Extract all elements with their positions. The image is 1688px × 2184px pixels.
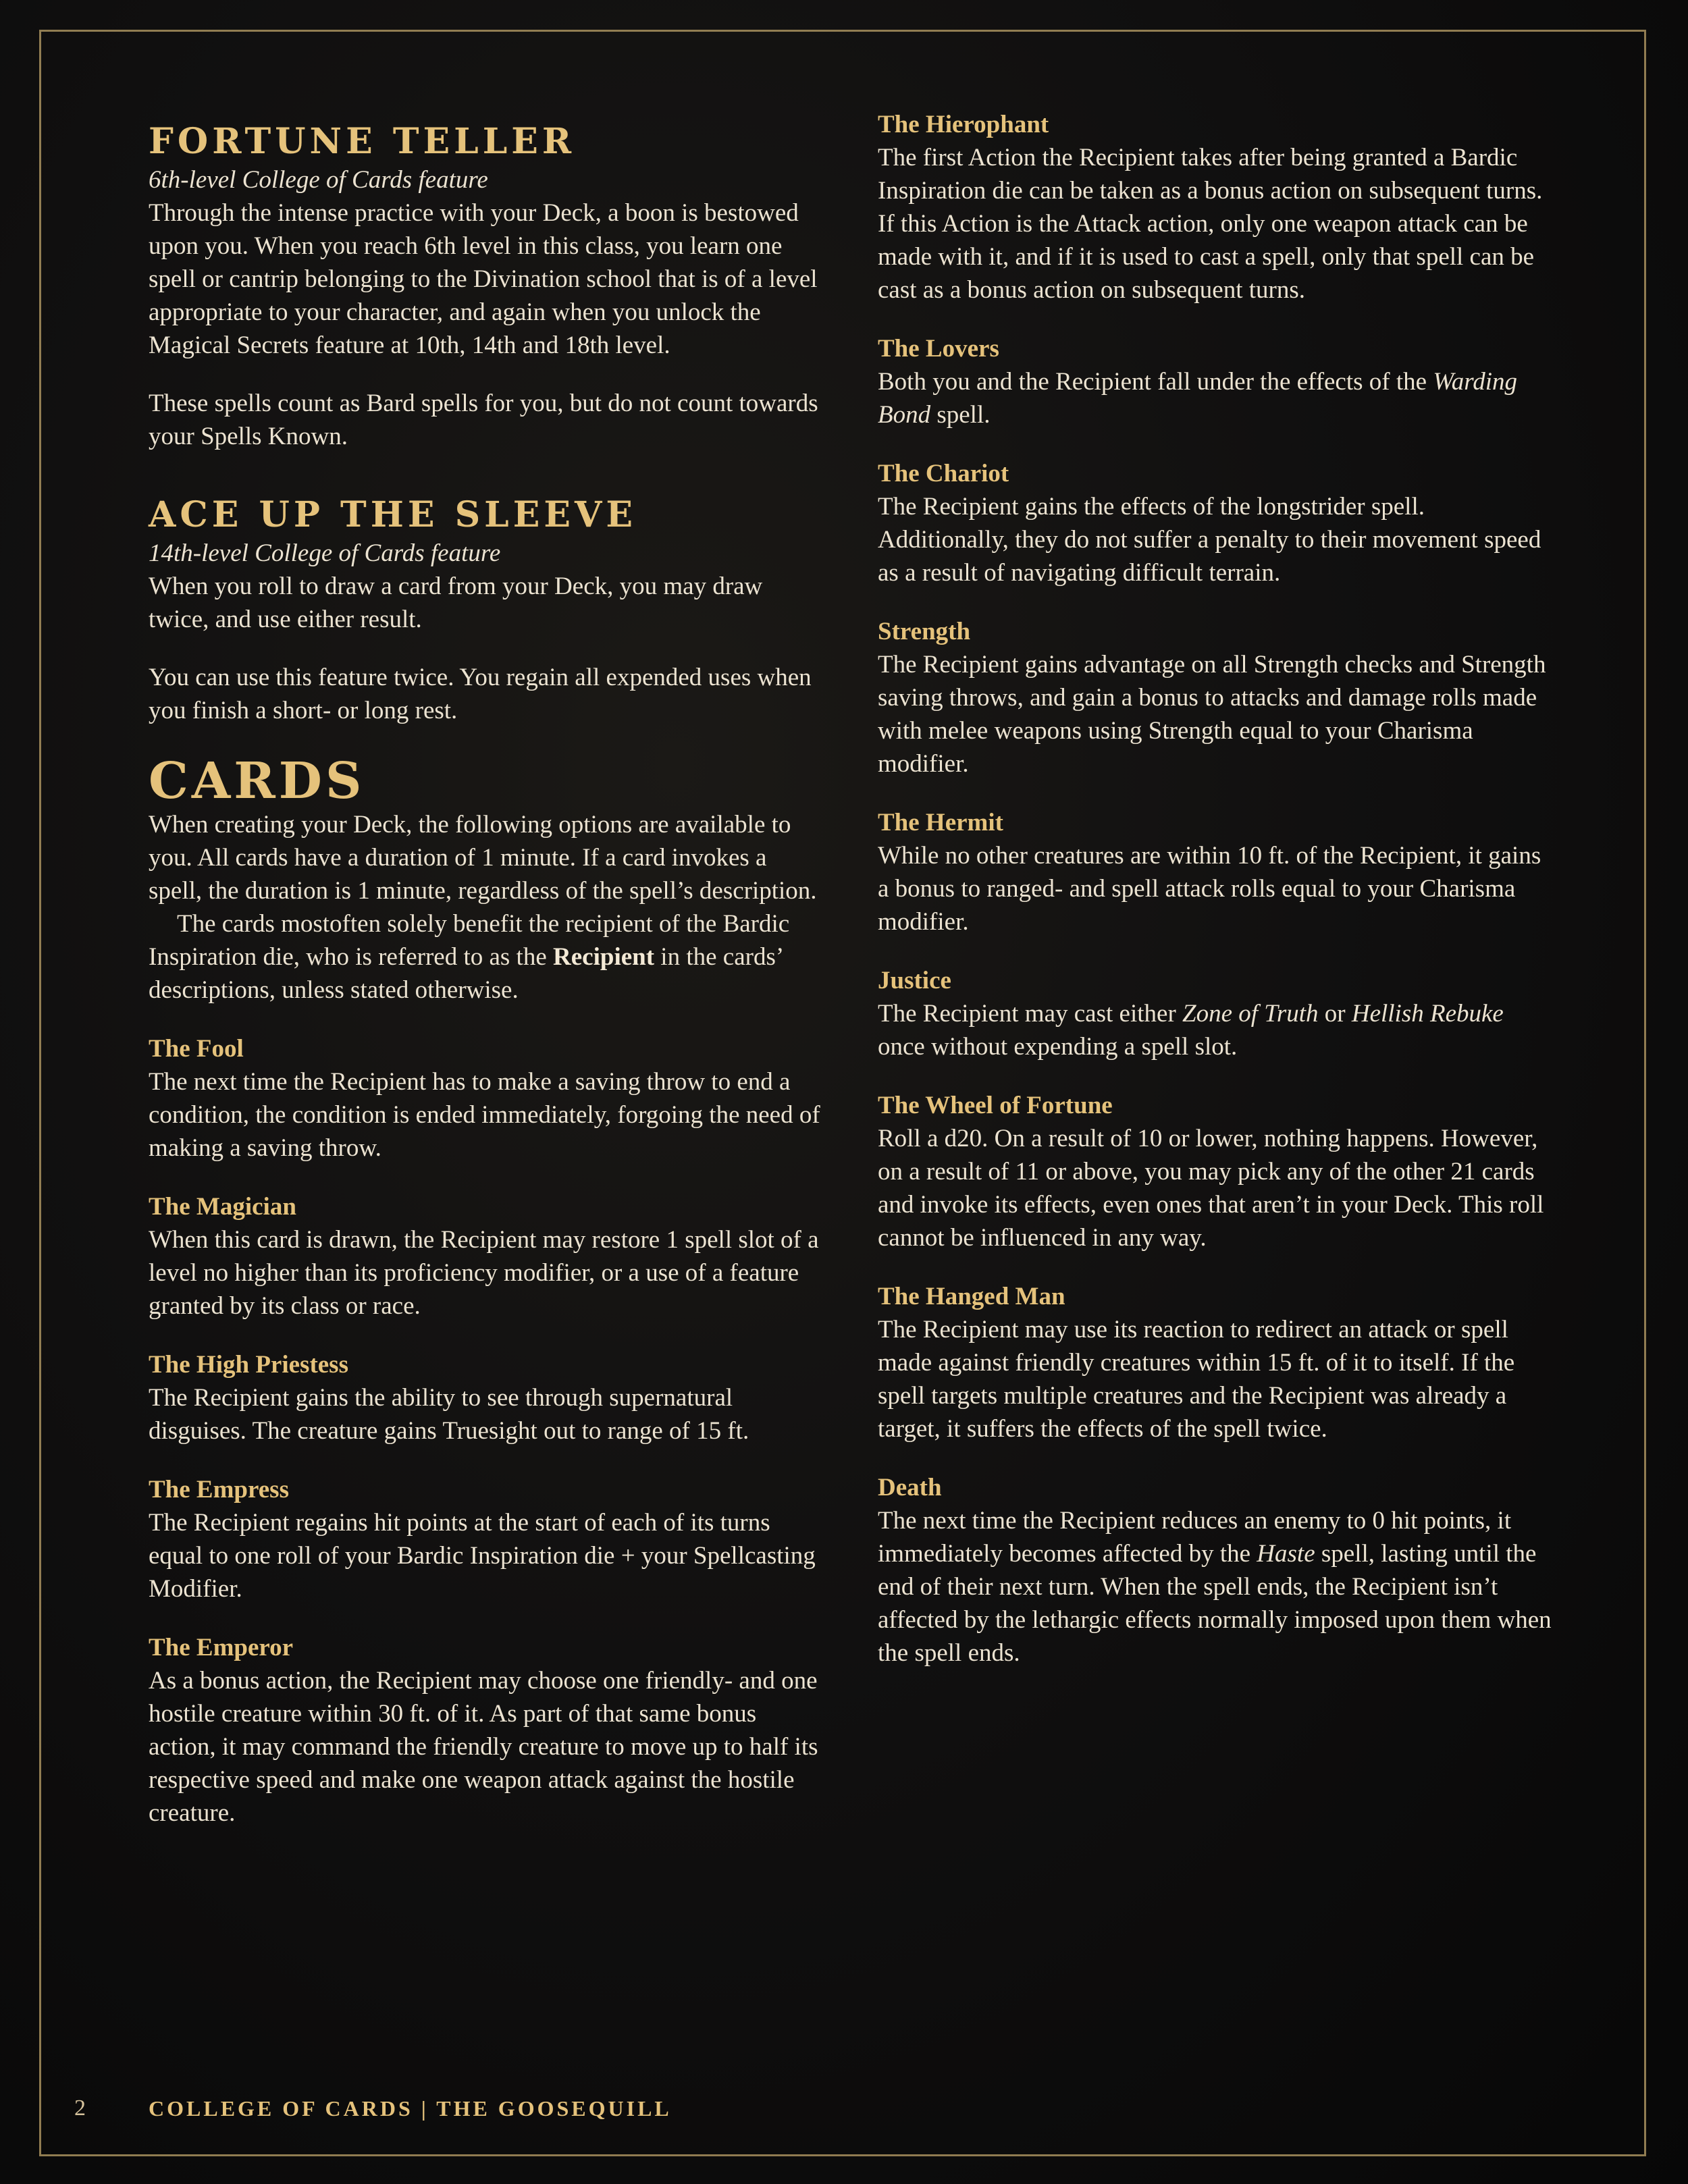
footer-title: COLLEGE OF CARDS | THE GOOSEQUILL (149, 2096, 672, 2121)
card-title: The High Priestess (149, 1351, 348, 1379)
spell-name: Zone of Truth (1182, 1000, 1319, 1028)
text: once without expending a spell slot. (878, 1033, 1238, 1061)
card-entry (149, 1032, 824, 1165)
card-title: Death (878, 1474, 942, 1501)
card-title: The Hermit (878, 809, 1003, 836)
card-title: Strength (878, 618, 971, 645)
card-entry (878, 1089, 1553, 1254)
text: in the cards’ descriptions, unless stated otherwise. (149, 943, 783, 1004)
text: spell. (937, 401, 991, 429)
card-title: Justice (878, 967, 951, 994)
card-text: The next time the Recipient has to make a saving throw to end a condition, the condition is ended immediately, forgoing the need of making a saving throw. (149, 1068, 820, 1162)
card-text: The Recipient regains hit points at the start of each of its turns equal to one roll of your Bardic Inspiration die + your Spellcasting Modifier. (149, 1509, 816, 1603)
section-heading: ACE UP THE SLEEVE (149, 494, 637, 535)
paragraph: When you roll to draw a card from your Deck, you may draw twice, and use either result. (149, 572, 763, 633)
card-text (878, 1504, 1553, 1670)
paragraph (149, 907, 824, 1007)
card-entry (149, 1631, 824, 1830)
bold-term: Recipient (553, 943, 655, 971)
text: The next time the Recipient reduces an enemy to 0 hit points, it immediately becomes affected by the (878, 1507, 1512, 1568)
paragraph: Through the intense practice with your Deck, a boon is bestowed upon you. When you reach 6th level in this class, you learn one spell or cantrip belonging to the Divination school that is of a level appropriate to your character, and again when you unlock the Magical Secrets feature at 10th, 14th and 18th level. (149, 199, 818, 359)
card-title: The Lovers (878, 335, 999, 363)
card-title: The Chariot (878, 460, 1009, 487)
paragraph: You can use this feature twice. You regain all expended uses when you finish a short- or long rest. (149, 664, 812, 724)
text: Both you and the Recipient fall under the effects of the (878, 368, 1427, 396)
card-text: When this card is drawn, the Recipient may restore 1 spell slot of a level no higher than its proficiency modifier, or a use of a feature granted by its class or race. (149, 1226, 819, 1320)
card-title: The Hierophant (878, 111, 1049, 138)
card-entry (149, 1348, 824, 1447)
section-subtitle: 6th-level College of Cards feature (149, 166, 488, 194)
text: or (1324, 1000, 1346, 1028)
card-entry (878, 1471, 1553, 1670)
card-entry (878, 457, 1553, 589)
card-title: The Hanged Man (878, 1283, 1065, 1310)
card-text: Roll a d20. On a result of 10 or lower, nothing happens. However, on a result of 11 or above, you may pick any of the other 21 cards and invoke its effects, even ones that aren’t in your Deck. This roll cannot be influenced in any way. (878, 1125, 1544, 1252)
card-text (878, 997, 1553, 1063)
card-entry (878, 1280, 1553, 1445)
card-text: The Recipient gains the effects of the longstrider spell. Additionally, they do not suffer a penalty to their movement speed as a result of navigating difficult terrain. (878, 493, 1541, 587)
cards-section (149, 754, 824, 1830)
page-number: 2 (74, 2096, 86, 2121)
card-text: While no other creatures are within 10 ft. of the Recipient, it gains a bonus to ranged- and spell attack rolls equal to your Charisma modifier. (878, 842, 1541, 936)
paragraph: These spells count as Bard spells for you, but do not count towards your Spells Known. (149, 390, 818, 450)
spell-name: Hellish Rebuke (1351, 1000, 1504, 1028)
card-title: The Emperor (149, 1634, 294, 1661)
ace-up-section (149, 494, 824, 727)
text: The cards mostoften solely benefit the recipient of the Bardic Inspiration die, who is referred to as the (149, 910, 790, 971)
card-title: The Empress (149, 1476, 289, 1503)
card-entry (149, 1473, 824, 1605)
chapter-heading: CARDS (149, 752, 365, 810)
card-text: The Recipient may use its reaction to redirect an attack or spell made against friendly creatures within 15 ft. of it to itself. If the spell targets multiple creatures and the Recipient was already a target, it suffers the effects of the spell twice. (878, 1316, 1515, 1443)
card-entry (878, 615, 1553, 780)
card-entry (149, 1190, 824, 1323)
spell-name: Haste (1257, 1540, 1315, 1568)
fortune-teller-section (149, 120, 824, 453)
card-title: The Magician (149, 1193, 296, 1221)
card-list (149, 1032, 824, 1830)
card-text (878, 365, 1553, 431)
card-title: The Wheel of Fortune (878, 1092, 1113, 1119)
spell-name: Warding Bond (878, 368, 1518, 429)
card-entry (878, 806, 1553, 938)
right-column (878, 108, 1553, 1670)
text: spell, lasting until the end of their next turn. When the spell ends, the Recipient isn’t affected by the lethargic effects normally imposed upon them when the spell ends. (878, 1540, 1552, 1667)
paragraph: When creating your Deck, the following options are available to you. All cards have a duration of 1 minute. If a card invokes a spell, the duration is 1 minute, regardless of the spell’s description. (149, 811, 817, 905)
text: The Recipient may cast either (878, 1000, 1176, 1028)
section-subtitle: 14th-level College of Cards feature (149, 539, 501, 567)
section-heading: FORTUNE TELLER (149, 121, 576, 162)
left-column (149, 108, 824, 1830)
card-entry (878, 332, 1553, 431)
card-entry (878, 964, 1553, 1063)
card-text: As a bonus action, the Recipient may choose one friendly- and one hostile creature within 30 ft. of it. As part of that same bonus action, it may command the friendly creature to move up to half its respective speed and make one weapon attack against the hostile creature. (149, 1667, 818, 1827)
card-entry (878, 108, 1553, 307)
card-text: The Recipient gains advantage on all Strength checks and Strength saving throws, and gain a bonus to attacks and damage rolls made with melee weapons using Strength equal to your Charisma modifier. (878, 651, 1546, 778)
page-footer (74, 2093, 672, 2124)
card-text: The Recipient gains the ability to see through supernatural disguises. The creature gains Truesight out to range of 15 ft. (149, 1384, 749, 1445)
card-text: The first Action the Recipient takes after being granted a Bardic Inspiration die can be taken as a bonus action on subsequent turns. If this Action is the Attack action, only one weapon attack can be made with it, and if it is used to cast a spell, only that spell can be cast as a bonus action on subsequent turns. (878, 144, 1543, 304)
card-title: The Fool (149, 1035, 244, 1063)
